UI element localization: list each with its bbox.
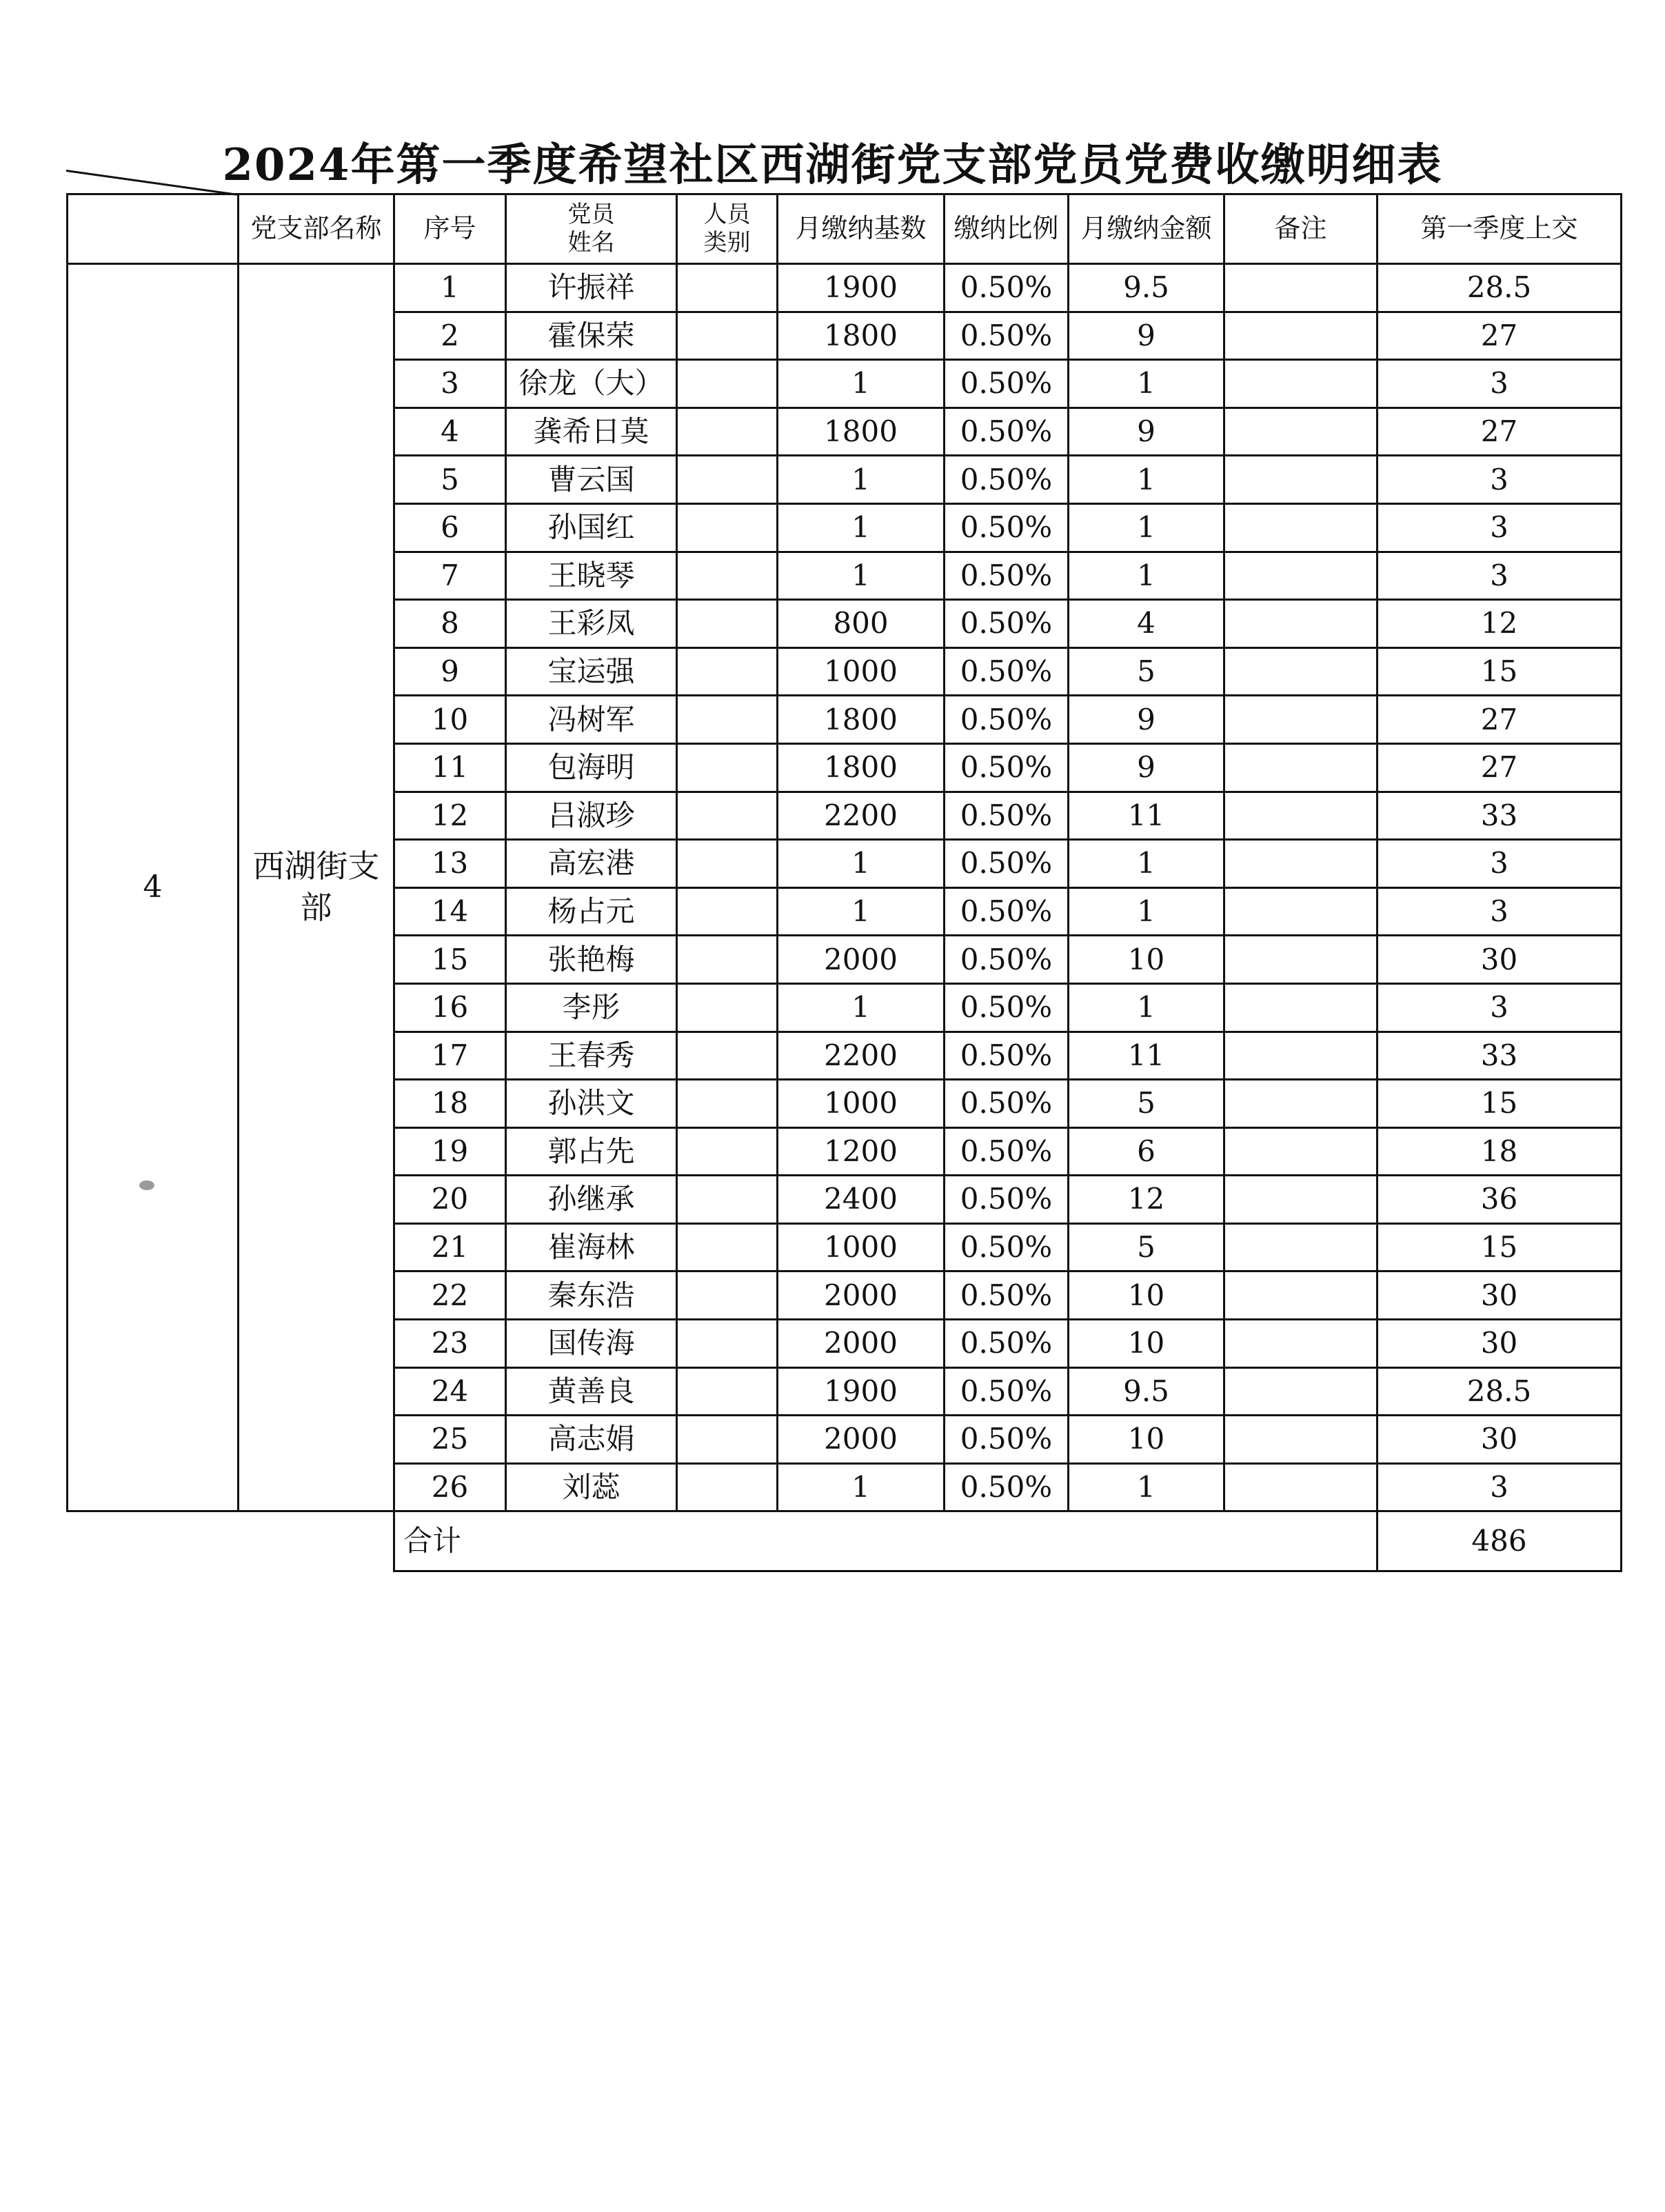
header-quarter-total: 第一季度上交 [1378, 194, 1622, 264]
remark-cell [1224, 1271, 1378, 1320]
header-seq: 序号 [394, 194, 506, 264]
seq-cell: 20 [394, 1176, 506, 1224]
name-cell: 徐龙（大） [506, 360, 677, 408]
monthly-amount-cell: 10 [1069, 1271, 1224, 1320]
base-cell: 1800 [778, 408, 945, 456]
remark-cell [1224, 936, 1378, 984]
total-blank-cell [68, 1511, 394, 1571]
type-cell [677, 600, 778, 648]
ratio-cell: 0.50% [945, 312, 1069, 360]
type-cell [677, 887, 778, 936]
monthly-amount-cell: 9.5 [1069, 264, 1224, 312]
base-cell: 2200 [778, 1032, 945, 1080]
quarter-total-cell: 12 [1378, 600, 1622, 648]
remark-cell [1224, 1320, 1378, 1368]
seq-cell: 16 [394, 983, 506, 1032]
remark-cell [1224, 743, 1378, 792]
remark-cell [1224, 887, 1378, 936]
header-member-name [506, 194, 677, 264]
quarter-total-cell: 3 [1378, 456, 1622, 504]
base-cell: 1 [778, 840, 945, 888]
type-cell [677, 503, 778, 552]
quarter-total-cell: 3 [1378, 552, 1622, 600]
name-cell: 曹云国 [506, 456, 677, 504]
header-member-name-line2: 姓名 [567, 229, 615, 257]
type-cell [677, 1032, 778, 1080]
seq-cell: 8 [394, 600, 506, 648]
base-cell: 1800 [778, 696, 945, 744]
seq-cell: 21 [394, 1223, 506, 1271]
name-cell: 吕淑珍 [506, 792, 677, 840]
monthly-amount-cell: 9 [1069, 312, 1224, 360]
remark-cell [1224, 647, 1378, 696]
ratio-cell: 0.50% [945, 1463, 1069, 1511]
type-cell [677, 792, 778, 840]
header-corner-cell [68, 194, 239, 264]
remark-cell [1224, 1367, 1378, 1416]
remark-cell [1224, 792, 1378, 840]
seq-cell: 3 [394, 360, 506, 408]
quarter-total-cell: 28.5 [1378, 264, 1622, 312]
seq-cell: 1 [394, 264, 506, 312]
type-cell [677, 936, 778, 984]
name-cell: 包海明 [506, 743, 677, 792]
type-cell [677, 1320, 778, 1368]
type-cell [677, 1416, 778, 1464]
header-row [68, 194, 1622, 264]
seq-cell: 23 [394, 1320, 506, 1368]
name-cell: 刘蕊 [506, 1463, 677, 1511]
name-cell: 杨占元 [506, 887, 677, 936]
monthly-amount-cell: 1 [1069, 840, 1224, 888]
header-base: 月缴纳基数 [778, 194, 945, 264]
quarter-total-cell: 28.5 [1378, 1367, 1622, 1416]
ratio-cell: 0.50% [945, 983, 1069, 1032]
ratio-cell: 0.50% [945, 743, 1069, 792]
remark-cell [1224, 1176, 1378, 1224]
name-cell: 崔海林 [506, 1223, 677, 1271]
remark-cell [1224, 1127, 1378, 1176]
base-cell: 1000 [778, 647, 945, 696]
monthly-amount-cell: 1 [1069, 983, 1224, 1032]
total-row [68, 1511, 1622, 1571]
page-title: 2024年第一季度希望社区西湖街党支部党员党费收缴明细表 [222, 139, 1443, 191]
base-cell: 1000 [778, 1223, 945, 1271]
remark-cell [1224, 408, 1378, 456]
total-label-cell: 合计 [394, 1511, 1378, 1571]
type-cell [677, 552, 778, 600]
remark-cell [1224, 360, 1378, 408]
type-cell [677, 1176, 778, 1224]
type-cell [677, 840, 778, 888]
ratio-cell: 0.50% [945, 360, 1069, 408]
type-cell [677, 1463, 778, 1511]
monthly-amount-cell: 9 [1069, 696, 1224, 744]
type-cell [677, 696, 778, 744]
base-cell: 1 [778, 983, 945, 1032]
base-cell: 1000 [778, 1080, 945, 1128]
type-cell [677, 408, 778, 456]
name-cell: 张艳梅 [506, 936, 677, 984]
remark-cell [1224, 456, 1378, 504]
base-cell: 2000 [778, 1416, 945, 1464]
type-cell [677, 1367, 778, 1416]
ratio-cell: 0.50% [945, 600, 1069, 648]
ratio-cell: 0.50% [945, 840, 1069, 888]
name-cell: 冯树军 [506, 696, 677, 744]
base-cell: 1 [778, 456, 945, 504]
ratio-cell: 0.50% [945, 696, 1069, 744]
remark-cell [1224, 1223, 1378, 1271]
base-cell: 1900 [778, 264, 945, 312]
remark-cell [1224, 312, 1378, 360]
seq-cell: 14 [394, 887, 506, 936]
remark-cell [1224, 1032, 1378, 1080]
seq-cell: 9 [394, 647, 506, 696]
ratio-cell: 0.50% [945, 1416, 1069, 1464]
name-cell: 王晓琴 [506, 552, 677, 600]
quarter-total-cell: 3 [1378, 983, 1622, 1032]
monthly-amount-cell: 9.5 [1069, 1367, 1224, 1416]
type-cell [677, 1223, 778, 1271]
quarter-total-cell: 3 [1378, 360, 1622, 408]
remark-cell [1224, 696, 1378, 744]
quarter-total-cell: 3 [1378, 887, 1622, 936]
name-cell: 许振祥 [506, 264, 677, 312]
name-cell: 国传海 [506, 1320, 677, 1368]
quarter-total-cell: 18 [1378, 1127, 1622, 1176]
base-cell: 1200 [778, 1127, 945, 1176]
header-branch-name: 党支部名称 [239, 194, 394, 264]
ratio-cell: 0.50% [945, 936, 1069, 984]
type-cell [677, 1080, 778, 1128]
monthly-amount-cell: 5 [1069, 647, 1224, 696]
base-cell: 2000 [778, 1271, 945, 1320]
ratio-cell: 0.50% [945, 552, 1069, 600]
ratio-cell: 0.50% [945, 1080, 1069, 1128]
header-remark: 备注 [1224, 194, 1378, 264]
remark-cell [1224, 1416, 1378, 1464]
quarter-total-cell: 33 [1378, 792, 1622, 840]
dues-table [66, 193, 1622, 1572]
name-cell: 宝运强 [506, 647, 677, 696]
monthly-amount-cell: 1 [1069, 1463, 1224, 1511]
quarter-total-cell: 3 [1378, 503, 1622, 552]
base-cell: 1 [778, 360, 945, 408]
monthly-amount-cell: 4 [1069, 600, 1224, 648]
base-cell: 2200 [778, 792, 945, 840]
seq-cell: 17 [394, 1032, 506, 1080]
seq-cell: 26 [394, 1463, 506, 1511]
name-cell: 郭占先 [506, 1127, 677, 1176]
header-monthly-amount: 月缴纳金额 [1069, 194, 1224, 264]
seq-cell: 7 [394, 552, 506, 600]
quarter-total-cell: 27 [1378, 312, 1622, 360]
seq-cell: 18 [394, 1080, 506, 1128]
ratio-cell: 0.50% [945, 1320, 1069, 1368]
base-cell: 1 [778, 1463, 945, 1511]
total-value-cell: 486 [1378, 1511, 1622, 1571]
name-cell: 孙国红 [506, 503, 677, 552]
type-cell [677, 1271, 778, 1320]
monthly-amount-cell: 1 [1069, 887, 1224, 936]
base-cell: 1 [778, 887, 945, 936]
base-cell: 2000 [778, 936, 945, 984]
name-cell: 孙洪文 [506, 1080, 677, 1128]
base-cell: 1800 [778, 312, 945, 360]
name-cell: 孙继承 [506, 1176, 677, 1224]
quarter-total-cell: 15 [1378, 1223, 1622, 1271]
name-cell: 王彩凤 [506, 600, 677, 648]
base-cell: 2000 [778, 1320, 945, 1368]
monthly-amount-cell: 1 [1069, 360, 1224, 408]
remark-cell [1224, 552, 1378, 600]
ratio-cell: 0.50% [945, 1127, 1069, 1176]
header-ratio: 缴纳比例 [945, 194, 1069, 264]
monthly-amount-cell: 10 [1069, 936, 1224, 984]
header-member-type-line2: 类别 [703, 229, 751, 257]
type-cell [677, 360, 778, 408]
monthly-amount-cell: 11 [1069, 1032, 1224, 1080]
remark-cell [1224, 1463, 1378, 1511]
scan-speck [139, 1180, 154, 1190]
monthly-amount-cell: 6 [1069, 1127, 1224, 1176]
ratio-cell: 0.50% [945, 503, 1069, 552]
ratio-cell: 0.50% [945, 408, 1069, 456]
type-cell [677, 312, 778, 360]
remark-cell [1224, 1080, 1378, 1128]
seq-cell: 4 [394, 408, 506, 456]
monthly-amount-cell: 11 [1069, 792, 1224, 840]
type-cell [677, 456, 778, 504]
monthly-amount-cell: 9 [1069, 743, 1224, 792]
ratio-cell: 0.50% [945, 264, 1069, 312]
ratio-cell: 0.50% [945, 792, 1069, 840]
seq-cell: 11 [394, 743, 506, 792]
ratio-cell: 0.50% [945, 1367, 1069, 1416]
base-cell: 2400 [778, 1176, 945, 1224]
monthly-amount-cell: 1 [1069, 456, 1224, 504]
header-member-name-line1: 党员 [567, 201, 615, 229]
ratio-cell: 0.50% [945, 1271, 1069, 1320]
branch-name-cell: 西湖街支部 [239, 264, 394, 1511]
type-cell [677, 264, 778, 312]
name-cell: 霍保荣 [506, 312, 677, 360]
name-cell: 高志娟 [506, 1416, 677, 1464]
type-cell [677, 1127, 778, 1176]
monthly-amount-cell: 9 [1069, 408, 1224, 456]
base-cell: 1900 [778, 1367, 945, 1416]
base-cell: 1 [778, 552, 945, 600]
ratio-cell: 0.50% [945, 1223, 1069, 1271]
quarter-total-cell: 30 [1378, 1416, 1622, 1464]
quarter-total-cell: 36 [1378, 1176, 1622, 1224]
base-cell: 800 [778, 600, 945, 648]
quarter-total-cell: 33 [1378, 1032, 1622, 1080]
name-cell: 王春秀 [506, 1032, 677, 1080]
outer-index-cell: 4 [68, 264, 239, 1511]
seq-cell: 10 [394, 696, 506, 744]
ratio-cell: 0.50% [945, 887, 1069, 936]
name-cell: 秦东浩 [506, 1271, 677, 1320]
seq-cell: 15 [394, 936, 506, 984]
seq-cell: 6 [394, 503, 506, 552]
monthly-amount-cell: 5 [1069, 1223, 1224, 1271]
remark-cell [1224, 840, 1378, 888]
seq-cell: 24 [394, 1367, 506, 1416]
quarter-total-cell: 3 [1378, 1463, 1622, 1511]
table-row [68, 264, 1622, 312]
type-cell [677, 743, 778, 792]
quarter-total-cell: 3 [1378, 840, 1622, 888]
quarter-total-cell: 27 [1378, 696, 1622, 744]
remark-cell [1224, 983, 1378, 1032]
type-cell [677, 983, 778, 1032]
quarter-total-cell: 27 [1378, 743, 1622, 792]
quarter-total-cell: 30 [1378, 936, 1622, 984]
base-cell: 1800 [778, 743, 945, 792]
name-cell: 高宏港 [506, 840, 677, 888]
seq-cell: 22 [394, 1271, 506, 1320]
seq-cell: 5 [394, 456, 506, 504]
name-cell: 黄善良 [506, 1367, 677, 1416]
monthly-amount-cell: 1 [1069, 552, 1224, 600]
name-cell: 龚希日莫 [506, 408, 677, 456]
monthly-amount-cell: 10 [1069, 1320, 1224, 1368]
type-cell [677, 647, 778, 696]
seq-cell: 12 [394, 792, 506, 840]
monthly-amount-cell: 10 [1069, 1416, 1224, 1464]
name-cell: 李彤 [506, 983, 677, 1032]
ratio-cell: 0.50% [945, 647, 1069, 696]
remark-cell [1224, 264, 1378, 312]
quarter-total-cell: 27 [1378, 408, 1622, 456]
seq-cell: 19 [394, 1127, 506, 1176]
remark-cell [1224, 503, 1378, 552]
ratio-cell: 0.50% [945, 1032, 1069, 1080]
base-cell: 1 [778, 503, 945, 552]
ratio-cell: 0.50% [945, 1176, 1069, 1224]
monthly-amount-cell: 12 [1069, 1176, 1224, 1224]
quarter-total-cell: 30 [1378, 1271, 1622, 1320]
header-member-type-line1: 人员 [703, 201, 751, 229]
header-member-type [677, 194, 778, 264]
quarter-total-cell: 15 [1378, 647, 1622, 696]
monthly-amount-cell: 5 [1069, 1080, 1224, 1128]
seq-cell: 13 [394, 840, 506, 888]
monthly-amount-cell: 1 [1069, 503, 1224, 552]
ratio-cell: 0.50% [945, 456, 1069, 504]
seq-cell: 2 [394, 312, 506, 360]
remark-cell [1224, 600, 1378, 648]
quarter-total-cell: 15 [1378, 1080, 1622, 1128]
seq-cell: 25 [394, 1416, 506, 1464]
quarter-total-cell: 30 [1378, 1320, 1622, 1368]
